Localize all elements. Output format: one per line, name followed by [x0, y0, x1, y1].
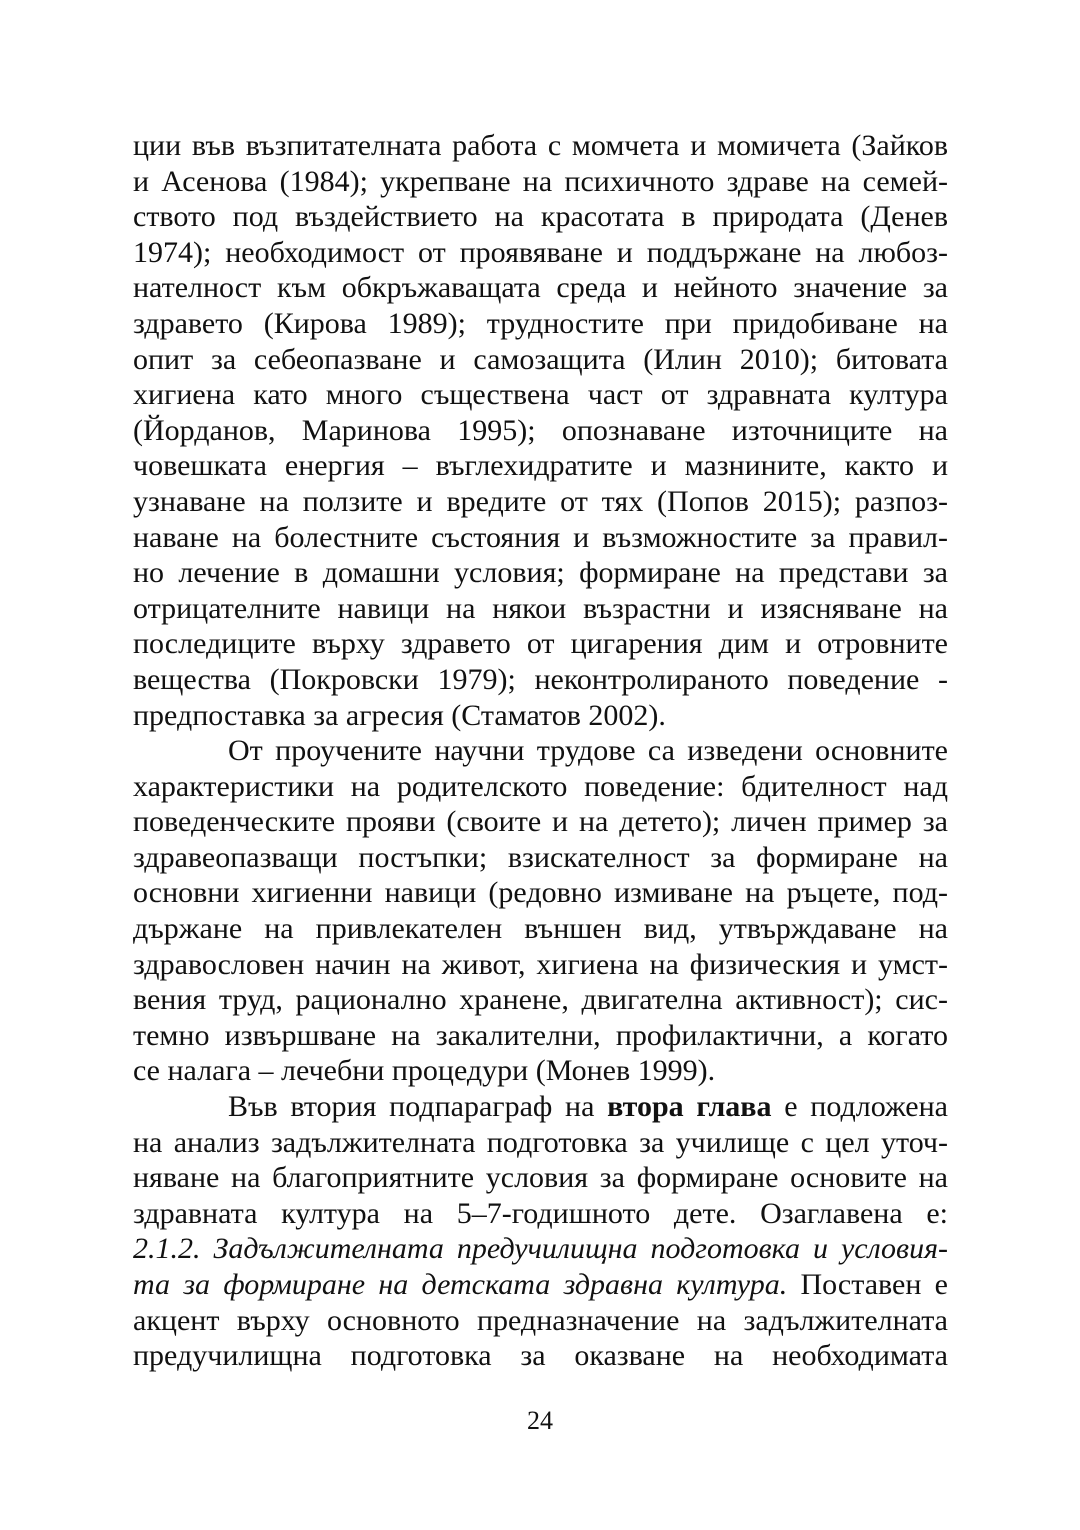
text-line: поведенческите прояви (своите и на детето); личен пример за [133, 805, 948, 839]
page-number: 24 [527, 1406, 553, 1435]
text-line: основни хигиенни навици (редовно измиване на ръцете, под- [133, 876, 948, 910]
text-line [133, 1089, 948, 1125]
text-line: отрицателните навици на някои възрастни и изясняване на [133, 591, 948, 625]
text-line: ции във възпитателната работа с момчета и момичета (Зайков [133, 129, 948, 162]
text-line: опит за себеопазване и самозащита (Илин 2010); битовата [133, 342, 948, 376]
text-line: вещества (Покровски 1979); неконтролираното поведение - [133, 662, 948, 696]
text-line: се налага – лечебни процедури (Монев 1999). [133, 1054, 716, 1088]
text-line: ството под въздействието на красотата в природата (Денев [133, 200, 948, 234]
paragraph-1 [133, 128, 948, 733]
text-line: здравеопазващи постъпки; взискателност за формиране на [133, 840, 948, 874]
text-line: наване на болестните състояния и възможностите за правил- [133, 520, 948, 554]
text-line: (Йорданов, Маринова 1995); опознаване източниците на [133, 413, 948, 447]
paragraph-2 [133, 733, 948, 1089]
text-line: темно извършване на закалителни, профилактични, а когато [133, 1018, 948, 1052]
text-line: 1974); необходимост от проявяване и поддържане на любоз- [133, 235, 948, 269]
text-line: човешката енергия – въглехидратите и мазнините, както и [133, 449, 948, 483]
text-line: От проучените научни трудове са изведени основните [228, 734, 948, 768]
text-line: последиците върху здравето от цигарения дим и отровните [133, 627, 948, 661]
text-line: акцент върху основното предназначение на задължителната [133, 1303, 948, 1337]
text-run: Поставен е [787, 1268, 948, 1301]
bold-chapter-reference: втора глава [607, 1090, 772, 1124]
text-line: на анализ задължителната подготовка за училище с цел уточ- [133, 1125, 948, 1159]
text-line: предучилищна подготовка за оказване на необходимата [133, 1339, 948, 1373]
text-line: няване на благоприятните условия за формиране основите на [133, 1161, 948, 1195]
text-line: хигиена като много съществена част от здравната култура [133, 378, 948, 412]
italic-section-title: 2.1.2. Задължителната предучилищна подготовка и условия- [133, 1232, 948, 1266]
paragraph-3 [133, 1089, 948, 1374]
body-text [133, 128, 948, 1374]
italic-section-title: та за формиране на детската здравна култура. [133, 1268, 788, 1301]
text-line: здравната култура на 5–7-годишното дете. Озаглавена е: [133, 1196, 948, 1230]
text-line: но лечение в домашни условия; формиране на представи за [133, 556, 948, 590]
text-run: Във втория подпараграф на [228, 1090, 608, 1124]
text-line: и Асенова (1984); укрепване на психичното здраве на семей- [133, 164, 948, 198]
text-run: е подложена [771, 1090, 948, 1124]
text-line: вения труд, рационално хранене, двигателна активност); сис- [133, 983, 948, 1017]
text-line: узнаване на ползите и вредите от тях (Попов 2015); разпоз- [133, 484, 948, 518]
text-line: характеристики на родителското поведение: бдителност над [133, 769, 948, 803]
text-line [133, 1267, 948, 1303]
text-line: държане на привлекателен външен вид, утвърждаване на [133, 912, 948, 946]
text-line: здравословен начин на живот, хигиена на физическия и умст- [133, 947, 948, 981]
text-line: здравето (Кирова 1989); трудностите при придобиване на [133, 306, 948, 340]
text-line: нателност към обкръжаващата среда и нейното значение за [133, 271, 948, 305]
text-line: предпоставка за агресия (Стаматов 2002). [133, 698, 666, 732]
